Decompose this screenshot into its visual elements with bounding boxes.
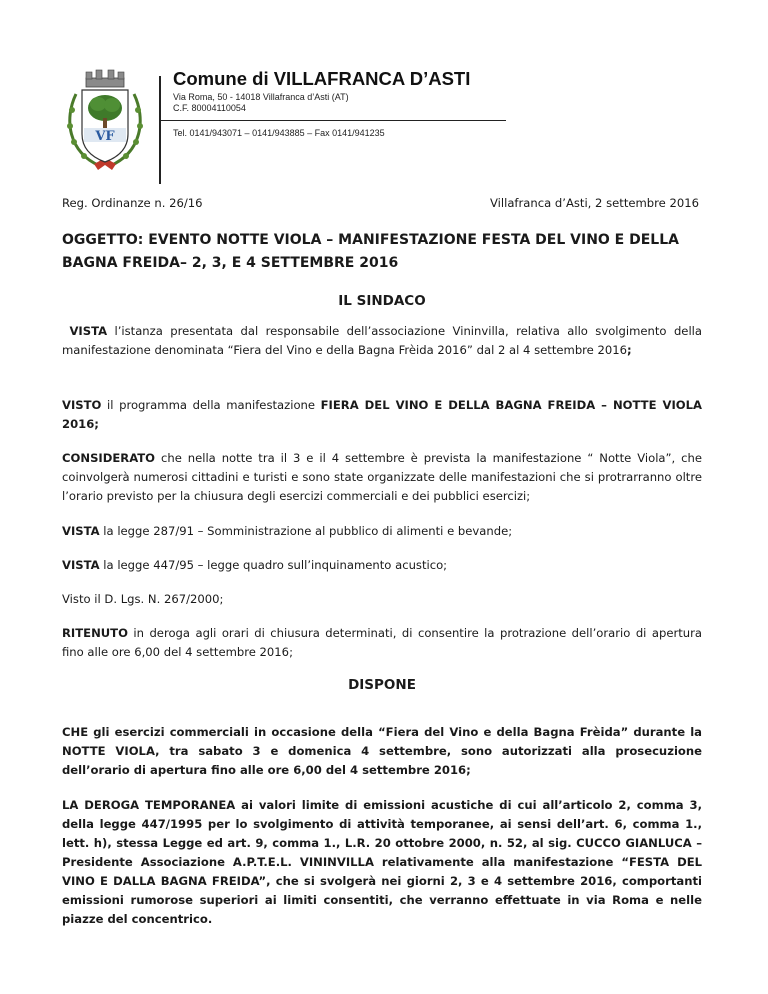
ordinance-register-number: Reg. Ordinanze n. 26/16	[62, 196, 203, 210]
paragraph-vista-legge-287	[62, 522, 702, 541]
heading-dispone: DISPONE	[348, 677, 416, 693]
paragraph-visto-dlgs: Visto il D. Lgs. N. 267/2000;	[62, 592, 224, 606]
paragraph-considerato	[62, 449, 702, 506]
municipal-crest-logo	[62, 64, 148, 174]
paragraph-text: il programma della manifestazione	[101, 398, 321, 412]
municipality-name: Comune di VILLAFRANCA D’ASTI	[173, 68, 471, 89]
paragraph-vista-legge-447	[62, 556, 702, 575]
letterhead-vertical-rule	[159, 76, 161, 184]
municipality-address: Via Roma, 50 - 14018 Villafranca d’Asti (AT)	[173, 92, 349, 102]
program-name: FIERA DEL VINO E DELLA BAGNA FREIDA – NOTTE VIOLA 2016;	[62, 398, 702, 431]
paragraph-text: l’istanza presentata dal responsabile dell’associazione Vininvilla, relativa allo svolgimento della manifestazione denominata “Fiera del Vino e della Bagna Frèida 2016” dal 2 al 4 settembre 2016	[62, 324, 702, 357]
paragraph-deroga-temporanea: LA DEROGA TEMPORANEA ai valori limite di emissioni acustiche di cui all’articolo 2, comma 3, della legge 447/1995 per lo svolgimento di attività temporanee, ai sensi dell’art. 6, comma 1., lett. h), stessa Legge ed art. 9, comma 1., L.R. 20 ottobre 2000, n. 52, al sig. CUCCO GIANLUCA – Presidente Associazione A.P.T.E.L. VININVILLA relativamente alla manifestazione “FESTA DEL VINO E DALLA BAGNA FREIDA”, che si svolgerà nei giorni 2, 3 e 4 settembre 2016, comportanti emissioni rumorose superiori ai limiti consentiti, che verranno effettuate in via Roma e nelle piazze del concentrico.	[62, 798, 702, 926]
letterhead-horizontal-rule	[159, 120, 506, 121]
document-subject: OGGETTO: EVENTO NOTTE VIOLA – MANIFESTAZIONE FESTA DEL VINO E DELLA BAGNA FREIDA– 2, 3, E 4 SETTEMBRE 2016	[62, 232, 679, 271]
heading-il-sindaco: IL SINDACO	[338, 293, 426, 309]
paragraph-visto-programma	[62, 396, 702, 434]
document-date: Villafranca d’Asti, 2 settembre 2016	[489, 196, 699, 210]
paragraph-ritenuto	[62, 624, 702, 662]
paragraph-text: che nella notte tra il 3 e il 4 settembre è prevista la manifestazione “ Notte Viola”, che coinvolgerà numerosi cittadini e turisti e sono state organizzate delle manifestazioni che si protrarranno oltre l’orario previsto per la chiusura degli esercizi commerciali e dei pubblici esercizi;	[62, 451, 702, 503]
municipality-phones: Tel. 0141/943071 – 0141/943885 – Fax 0141/941235	[173, 128, 385, 138]
paragraph-vista-istanza	[62, 322, 702, 360]
paragraph-end: ;	[627, 343, 632, 357]
paragraph-text: in deroga agli orari di chiusura determinati, di consentire la protrazione dell’orario di apertura fino alle ore 6,00 del 4 settembre 2016;	[62, 626, 702, 659]
paragraph-text: la legge 447/95 – legge quadro sull’inquinamento acustico;	[99, 558, 448, 572]
keyword-vista: VISTA	[62, 524, 100, 538]
keyword-vista: VISTA	[69, 324, 108, 338]
keyword-ritenuto: RITENUTO	[62, 626, 128, 640]
paragraph-che-esercizi: CHE gli esercizi commerciali in occasione della “Fiera del Vino e della Bagna Frèida” durante la NOTTE VIOLA, tra sabato 3 e domenica 4 settembre, sono autorizzati alla prosecuzione dell’orario di apertura fino alle ore 6,00 del 4 settembre 2016;	[62, 725, 702, 777]
municipality-tax-code: C.F. 80004110054	[173, 103, 246, 113]
keyword-visto: VISTO	[62, 398, 102, 412]
keyword-considerato: CONSIDERATO	[62, 451, 156, 465]
paragraph-text: la legge 287/91 – Somministrazione al pubblico di alimenti e bevande;	[99, 524, 513, 538]
keyword-vista: VISTA	[62, 558, 100, 572]
crest-letters: VF	[95, 129, 115, 144]
